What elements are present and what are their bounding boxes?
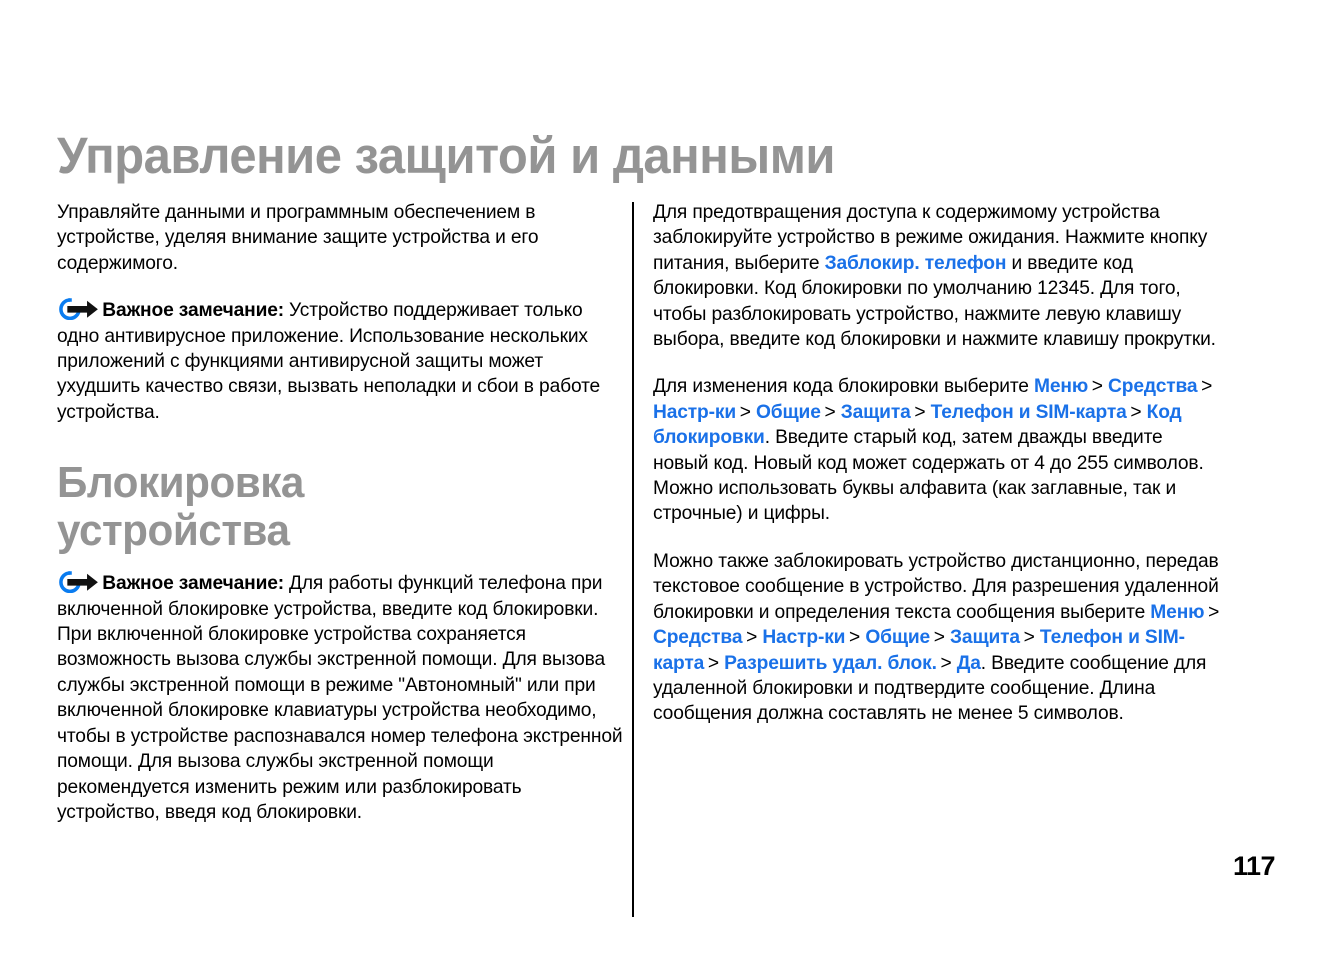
left-column <box>57 200 635 825</box>
path-separator: > <box>742 626 763 649</box>
two-column-body <box>57 200 1272 920</box>
ui-link-4[interactable]: Общие <box>755 400 821 423</box>
paragraph-remote-lock <box>653 549 1222 727</box>
important-note-icon <box>57 571 102 593</box>
section-heading-line-2: устройства <box>57 506 290 556</box>
paragraph-change-lock-code <box>653 374 1222 526</box>
path-separator: > <box>704 651 725 674</box>
ui-link-1[interactable]: Меню <box>1150 600 1205 623</box>
path-separator: > <box>845 626 866 649</box>
ui-link-1[interactable]: Меню <box>1033 375 1089 398</box>
path-separator: > <box>1019 626 1040 649</box>
ui-link-7[interactable]: Разрешить удал. блок. <box>724 651 937 674</box>
paragraph-2-text-before: Для изменения кода блокировки выберите <box>653 375 1034 398</box>
important-note-2-text: Для работы функций телефона при включенной блокировке устройства, введите код блокировки. При включенной блокировке устройства сохраняется возможность вызова службы экстренной помощи. Для вызова службы экстренной помощи в режиме "Автономный" или при включенной блокировке клавиатуры устройства необходимо, чтобы в устройстве распознавался номер телефона экстренной помощи. Для вызова службы экстренной помощи рекомендуется изменить режим или разблокировать устройство, введя код блокировки. <box>57 572 623 823</box>
intro-paragraph: Управляйте данными и программным обеспечением в устройстве, уделяя внимание защите устройства и его содержимого. <box>57 201 539 274</box>
right-column <box>653 200 1231 727</box>
ui-link-4[interactable]: Общие <box>865 626 931 649</box>
path-separator: > <box>930 626 951 649</box>
page-title: Управление защитой и данными <box>57 127 836 185</box>
important-note-1-label: Важное замечание: <box>102 299 285 322</box>
important-note-2 <box>57 571 626 825</box>
paragraph-3-text-before: Можно также заблокировать устройство дистанционно, передав текстовое сообщение в устройство. Для разрешения удаленной блокировки и определения текста сообщения выберите <box>653 549 1219 623</box>
paragraph-2-text-after: . Введите старый код, затем дважды введите новый код. Новый код может содержать от 4 до 255 символов. Можно использовать буквы алфавита (как заглавные, так и строчные) и цифры. <box>653 426 1204 525</box>
paragraph-device-lock-intro <box>653 200 1222 352</box>
paragraph-3-text-after: . Введите сообщение для удаленной блокировки и подтвердите сообщение. Длина сообщения должна составлять не менее 5 символов. <box>653 651 1207 725</box>
ui-link-3[interactable]: Настр-ки <box>653 400 737 423</box>
path-separator: > <box>820 400 841 423</box>
ui-link-6[interactable]: Телефон и SIM-карта <box>930 400 1127 423</box>
paragraph-1-text-after: и введите код блокировки. Код блокировки по умолчанию 12345. Для того, чтобы разблокировать устройство, нажмите левую клавишу выбора, введите код блокировки и нажмите клавишу прокрутки. <box>653 251 1216 351</box>
ui-link-3[interactable]: Настр-ки <box>762 626 846 649</box>
important-note-2-label: Важное замечание: <box>102 572 285 595</box>
ui-link-6[interactable]: Телефон и SIM-карта <box>653 626 1185 674</box>
section-heading-line-1: Блокировка <box>57 458 304 508</box>
important-note-1-text: Устройство поддерживает только одно антивирусное приложение. Использование нескольких приложений с функциями антивирусной защиты может ухудшить качество связи, вызвать неполадки и сбои в работе устройства. <box>57 299 601 423</box>
ui-link-5[interactable]: Защита <box>950 626 1020 649</box>
page-number: 117 <box>1232 851 1275 881</box>
path-separator: > <box>1197 375 1213 398</box>
ui-link-5[interactable]: Защита <box>840 400 911 423</box>
ui-link-2[interactable]: Средства <box>1108 375 1198 398</box>
ui-link-8[interactable]: Да <box>956 651 981 674</box>
important-note-1 <box>57 298 626 425</box>
path-separator: > <box>1204 600 1220 623</box>
section-heading-device-lock <box>57 459 612 555</box>
paragraph-1-text-before: Для предотвращения доступа к содержимому устройства заблокируйте устройство в режиме ожидания. Нажмите кнопку питания, выберите <box>653 201 1208 274</box>
important-note-icon <box>57 298 102 320</box>
path-separator: > <box>736 400 756 423</box>
path-separator: > <box>910 400 931 423</box>
path-separator: > <box>1088 375 1109 398</box>
ui-link-2[interactable]: Средства <box>653 626 743 649</box>
path-separator: > <box>1126 400 1147 423</box>
ui-link-lock-phone[interactable]: Заблокир. телефон <box>824 251 1007 274</box>
path-separator: > <box>936 651 957 674</box>
ui-link-7[interactable]: Код блокировки <box>653 400 1182 449</box>
